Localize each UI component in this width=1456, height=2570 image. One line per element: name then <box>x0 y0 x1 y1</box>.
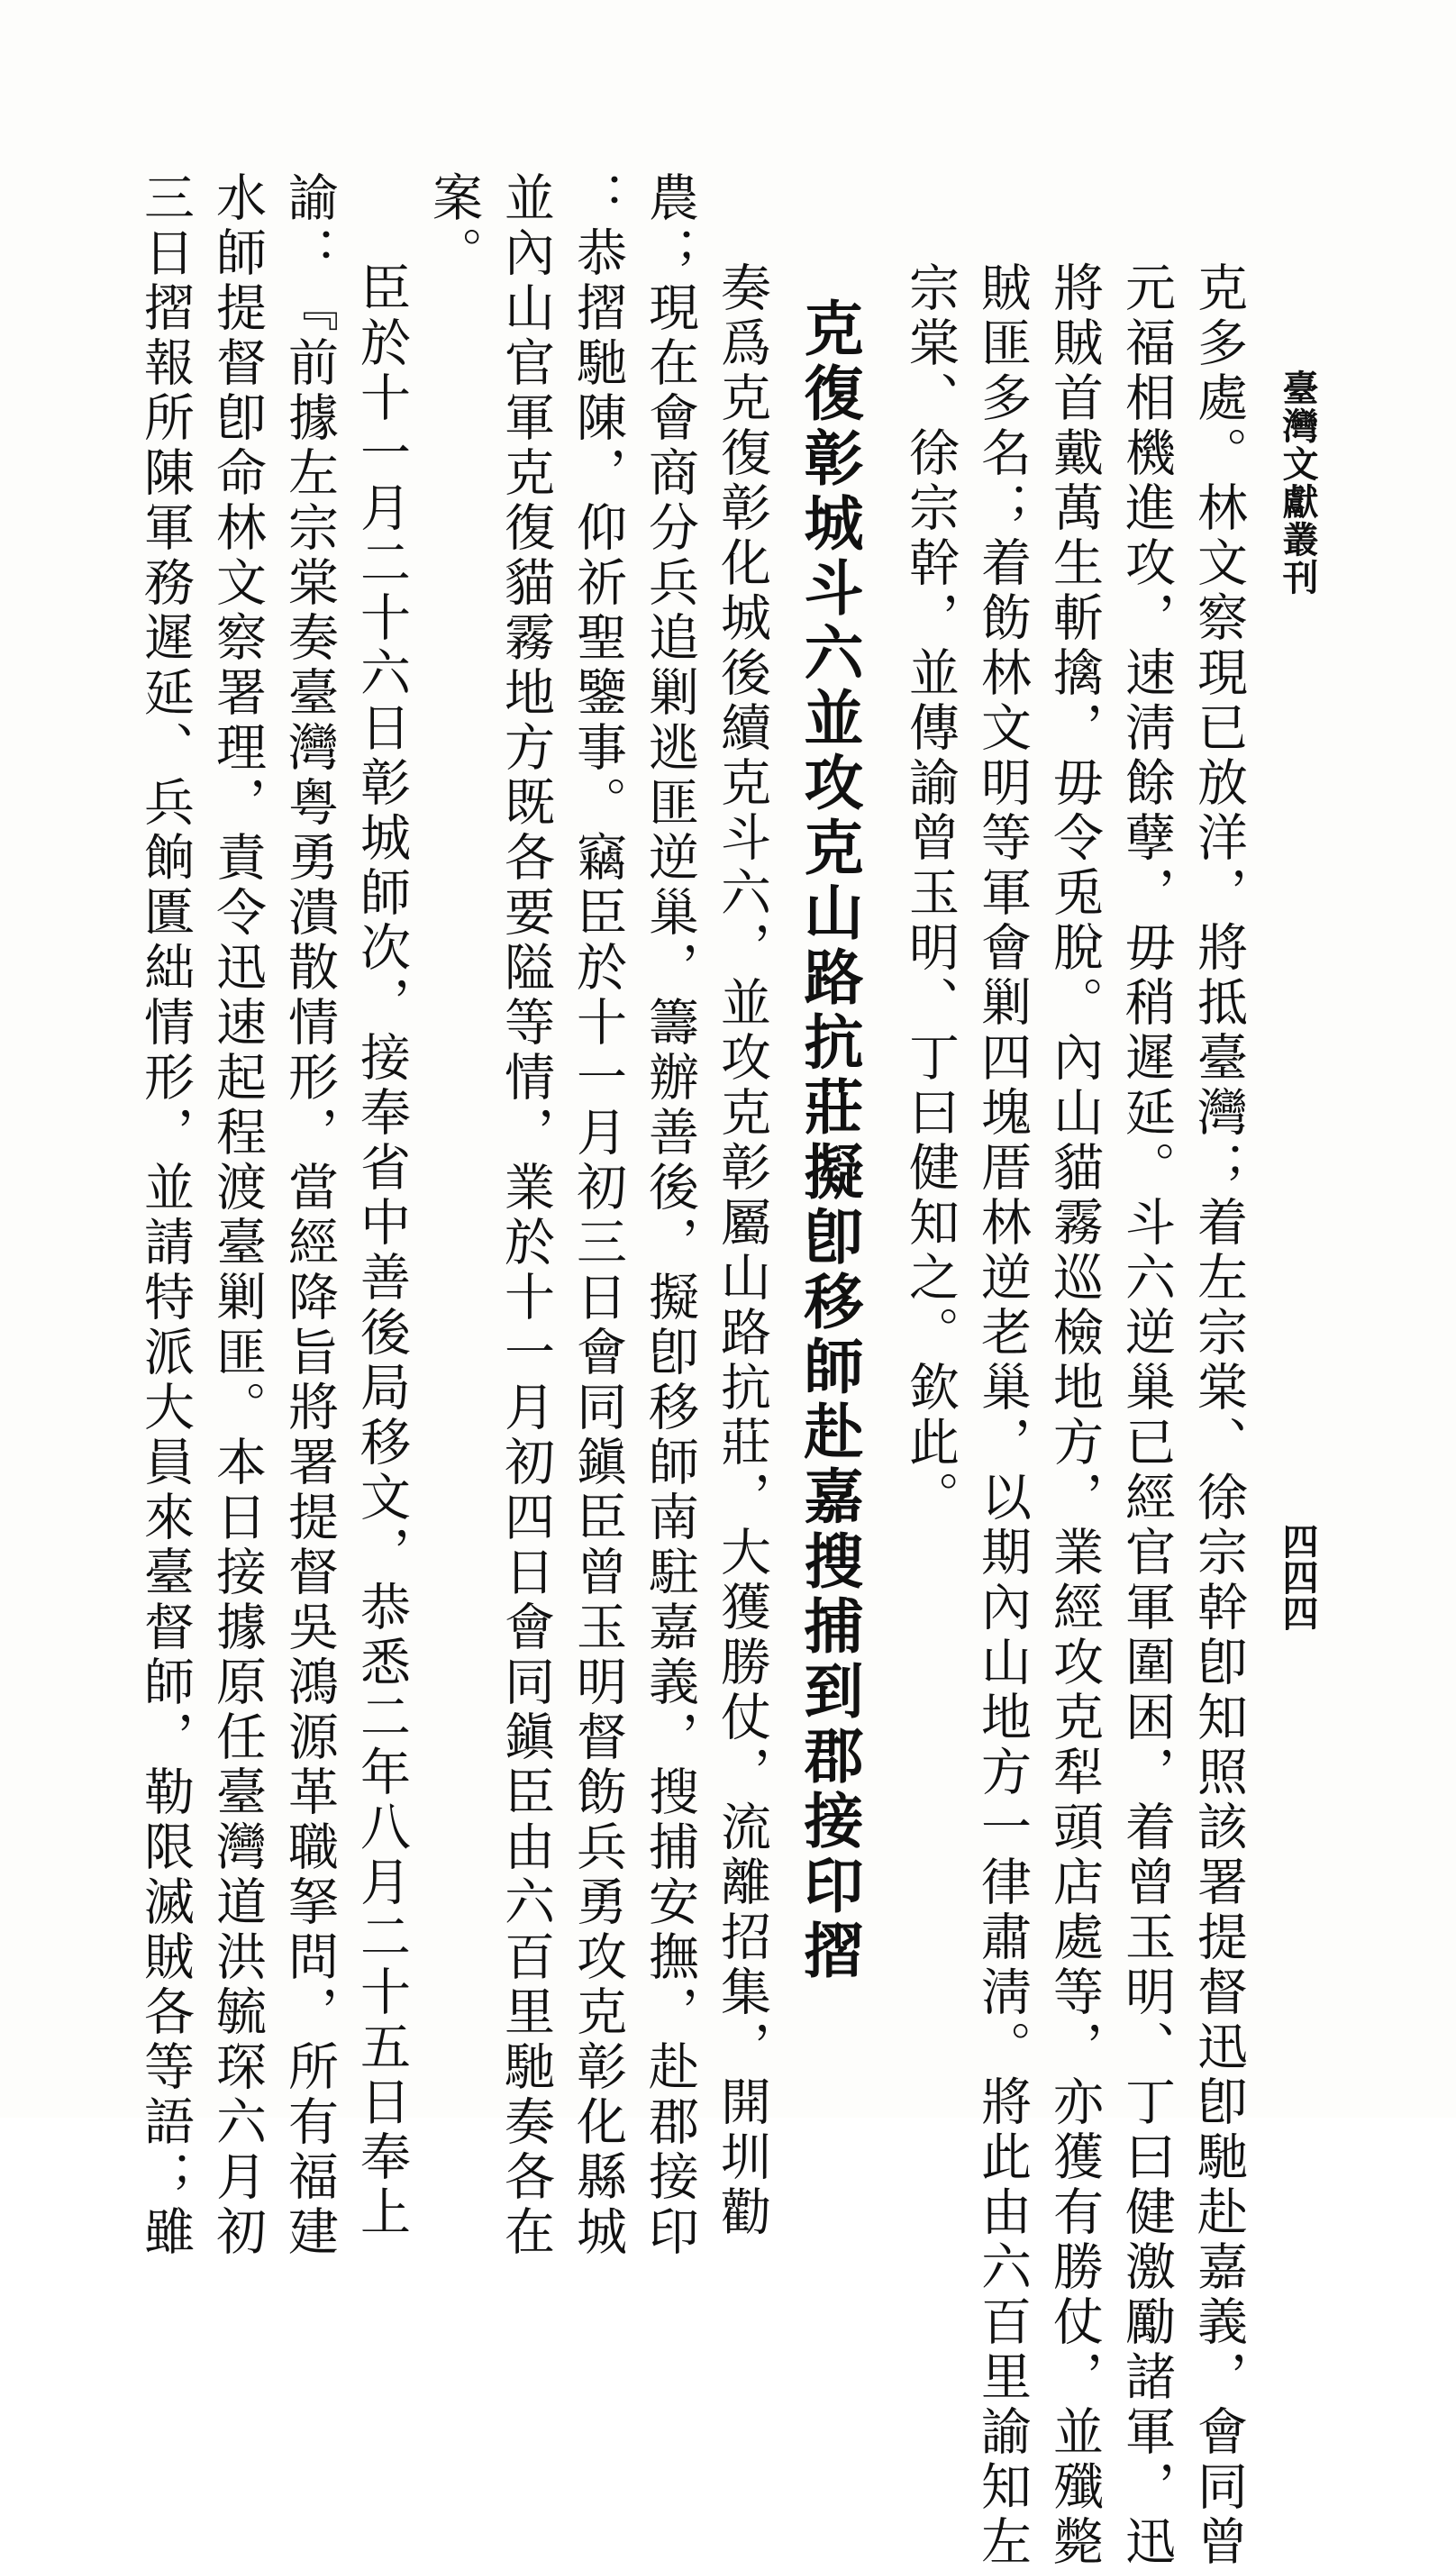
section-title: 克復彰城斗六並攻克山路抗莊擬卽移師赴嘉搜捕到郡接印摺 <box>794 297 864 1984</box>
page-number: 四四四 <box>1277 1523 1319 1631</box>
text-column: 奏爲克復彰化城後續克斗六，並攻克彰屬山路抗莊，大獲勝仗，流離招集，開圳勸 <box>713 261 771 2240</box>
text-column: 案。 <box>424 171 483 281</box>
text-column: 元福相機進攻，速淸餘孽，毋稍遲延。斗六逆巢已經官軍圍困，着曾玉明、丁曰健激勵諸軍，迅 <box>1117 261 1176 2570</box>
text-column: 三日摺報所陳軍務遲延、兵餉匱絀情形，並請特派大員來臺督師，勒限滅賊各等語；雖 <box>136 171 195 2260</box>
text-column: 水師提督卽命林文察署理，責令迅速起程渡臺剿匪。本日接據原任臺灣道洪毓琛六月初 <box>208 171 267 2260</box>
text-column: 臣於十一月二十六日彰城師次，接奉省中善後局移文，恭悉二年八月二十五日奉上 <box>352 261 411 2240</box>
text-column: 將賊首戴萬生斬擒，毋令兎脫。內山貓霧巡檢地方，業經攻克犁頭店處等，亦獲有勝仗，並殲斃 <box>1045 261 1104 2570</box>
text-column: 並內山官軍克復貓霧地方既各要隘等情，業於十一月初四日會同鎭臣由六百里馳奏各在 <box>496 171 555 2260</box>
text-column: 諭：『前據左宗棠奏臺灣粤勇潰散情形，當經降旨將署提督吳鴻源革職拏問，所有福建 <box>280 171 339 2260</box>
text-column: 農；現在會商分兵追剿逃匪逆巢，籌辦善後，擬卽移師南駐嘉義，搜捕安撫，赴郡接印 <box>641 171 699 2260</box>
text-column: ：恭摺馳陳，仰祈聖鑒事。竊臣於十一月初三日會同鎭臣曾玉明督飭兵勇攻克彰化縣城 <box>569 171 627 2260</box>
text-column: 宗棠、徐宗幹，並傳諭曾玉明、丁曰健知之。欽此。 <box>901 261 960 1526</box>
text-column: 克多處。林文察現已放洋，將抵臺灣；着左宗棠、徐宗幹卽知照該署提督迅卽馳赴嘉義，會同曾 <box>1189 261 1248 2570</box>
text-column: 賊匪多名；着飭林文明等軍會剿四塊厝林逆老巢，以期內山地方一律肅淸。將此由六百里諭知左 <box>973 261 1032 2570</box>
running-header-title: 臺灣文獻叢刊 <box>1277 369 1319 597</box>
